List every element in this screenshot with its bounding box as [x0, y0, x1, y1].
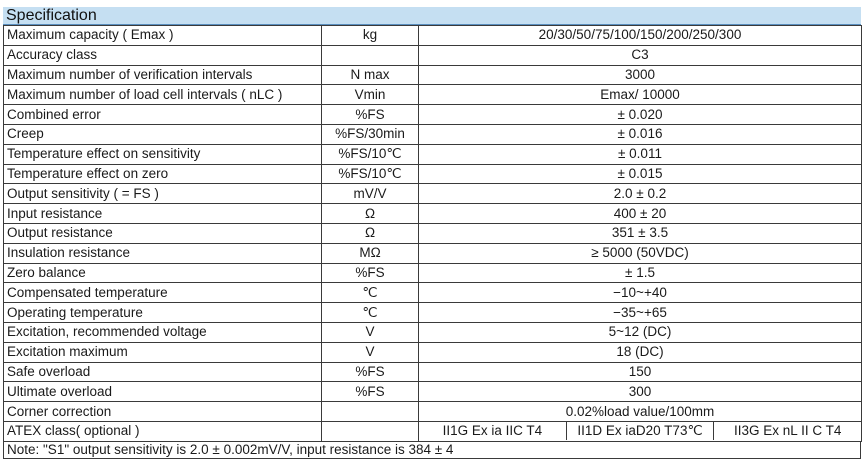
- value-cell: ± 1.5: [419, 263, 862, 283]
- parameter-cell: Excitation maximum: [4, 342, 322, 362]
- atex-values-cell: [419, 421, 862, 441]
- table-row: [4, 124, 862, 144]
- value-cell: 300: [419, 382, 862, 402]
- unit-cell: MΩ: [322, 243, 419, 263]
- footnote: Note: "S1" output sensitivity is 2.0 ± 0.002mV/V, input resistance is 384 ± 4: [3, 441, 861, 459]
- value-cell: C3: [419, 45, 862, 65]
- value-cell: −10~+40: [419, 283, 862, 303]
- table-row-atex: [4, 421, 862, 441]
- value-cell: ± 0.016: [419, 124, 862, 144]
- table-row: [4, 105, 862, 125]
- parameter-cell: Corner correction: [4, 402, 322, 422]
- page-title: Specification: [6, 7, 97, 24]
- table-row: [4, 303, 862, 323]
- unit-cell: Vmin: [322, 85, 419, 105]
- table-row: [4, 322, 862, 342]
- value-cell: 2.0 ± 0.2: [419, 184, 862, 204]
- specification-table: [3, 25, 862, 442]
- parameter-cell: Excitation, recommended voltage: [4, 322, 322, 342]
- unit-cell: Ω: [322, 204, 419, 224]
- parameter-cell: Input resistance: [4, 204, 322, 224]
- value-cell: 400 ± 20: [419, 204, 862, 224]
- parameter-cell: Zero balance: [4, 263, 322, 283]
- table-row: [4, 223, 862, 243]
- unit-cell: ℃: [322, 283, 419, 303]
- value-cell: ± 0.011: [419, 144, 862, 164]
- table-row: [4, 362, 862, 382]
- unit-cell: N max: [322, 65, 419, 85]
- atex-class-option: II1D Ex iaD20 T73℃: [566, 422, 714, 440]
- unit-cell: %FS/10℃: [322, 164, 419, 184]
- value-cell: −35~+65: [419, 303, 862, 323]
- atex-class-option: II1G Ex ia IIC T4: [442, 423, 543, 439]
- table-row: [4, 45, 862, 65]
- value-cell: 5~12 (DC): [419, 322, 862, 342]
- table-row: [4, 184, 862, 204]
- parameter-cell: ATEX class( optional ): [4, 421, 322, 441]
- table-row: [4, 65, 862, 85]
- table-row: [4, 243, 862, 263]
- unit-cell: kg: [322, 26, 419, 46]
- parameter-cell: Safe overload: [4, 362, 322, 382]
- table-row: [4, 263, 862, 283]
- parameter-cell: Maximum number of verification intervals: [4, 65, 322, 85]
- parameter-cell: Compensated temperature: [4, 283, 322, 303]
- table-row: [4, 382, 862, 402]
- table-row: [4, 402, 862, 422]
- unit-cell: mV/V: [322, 184, 419, 204]
- parameter-cell: Maximum number of load cell intervals ( nLC ): [4, 85, 322, 105]
- unit-cell: V: [322, 342, 419, 362]
- table-row: [4, 342, 862, 362]
- table-row: [4, 283, 862, 303]
- table-row: [4, 144, 862, 164]
- unit-cell: [322, 45, 419, 65]
- parameter-cell: Temperature effect on zero: [4, 164, 322, 184]
- value-cell: 3000: [419, 65, 862, 85]
- value-cell: 20/30/50/75/100/150/200/250/300: [419, 26, 862, 46]
- value-cell: 0.02%load value/100mm: [419, 402, 862, 422]
- unit-cell: %FS/10℃: [322, 144, 419, 164]
- value-cell: ± 0.015: [419, 164, 862, 184]
- value-cell: 18 (DC): [419, 342, 862, 362]
- value-cell: 351 ± 3.5: [419, 223, 862, 243]
- unit-cell: V: [322, 322, 419, 342]
- table-row: [4, 164, 862, 184]
- value-cell: 150: [419, 362, 862, 382]
- parameter-cell: Accuracy class: [4, 45, 322, 65]
- unit-cell: ℃: [322, 303, 419, 323]
- specification-header: [3, 7, 861, 25]
- unit-cell: %FS: [322, 105, 419, 125]
- parameter-cell: Temperature effect on sensitivity: [4, 144, 322, 164]
- unit-cell: %FS/30min: [322, 124, 419, 144]
- parameter-cell: Operating temperature: [4, 303, 322, 323]
- unit-cell: %FS: [322, 263, 419, 283]
- parameter-cell: Ultimate overload: [4, 382, 322, 402]
- parameter-cell: Combined error: [4, 105, 322, 125]
- parameter-cell: Insulation resistance: [4, 243, 322, 263]
- table-row: [4, 85, 862, 105]
- value-cell: ≥ 5000 (50VDC): [419, 243, 862, 263]
- parameter-cell: Output sensitivity ( = FS ): [4, 184, 322, 204]
- value-cell: Emax/ 10000: [419, 85, 862, 105]
- parameter-cell: Creep: [4, 124, 322, 144]
- parameter-cell: Output resistance: [4, 223, 322, 243]
- table-row: [4, 26, 862, 46]
- unit-cell: [322, 421, 419, 441]
- specification-table-body: [4, 26, 862, 442]
- unit-cell: %FS: [322, 362, 419, 382]
- unit-cell: %FS: [322, 382, 419, 402]
- atex-class-option: II3G Ex nL II C T4: [713, 422, 861, 440]
- unit-cell: Ω: [322, 223, 419, 243]
- value-cell: ± 0.020: [419, 105, 862, 125]
- parameter-cell: Maximum capacity ( Emax ): [4, 26, 322, 46]
- unit-cell: [322, 402, 419, 422]
- table-row: [4, 204, 862, 224]
